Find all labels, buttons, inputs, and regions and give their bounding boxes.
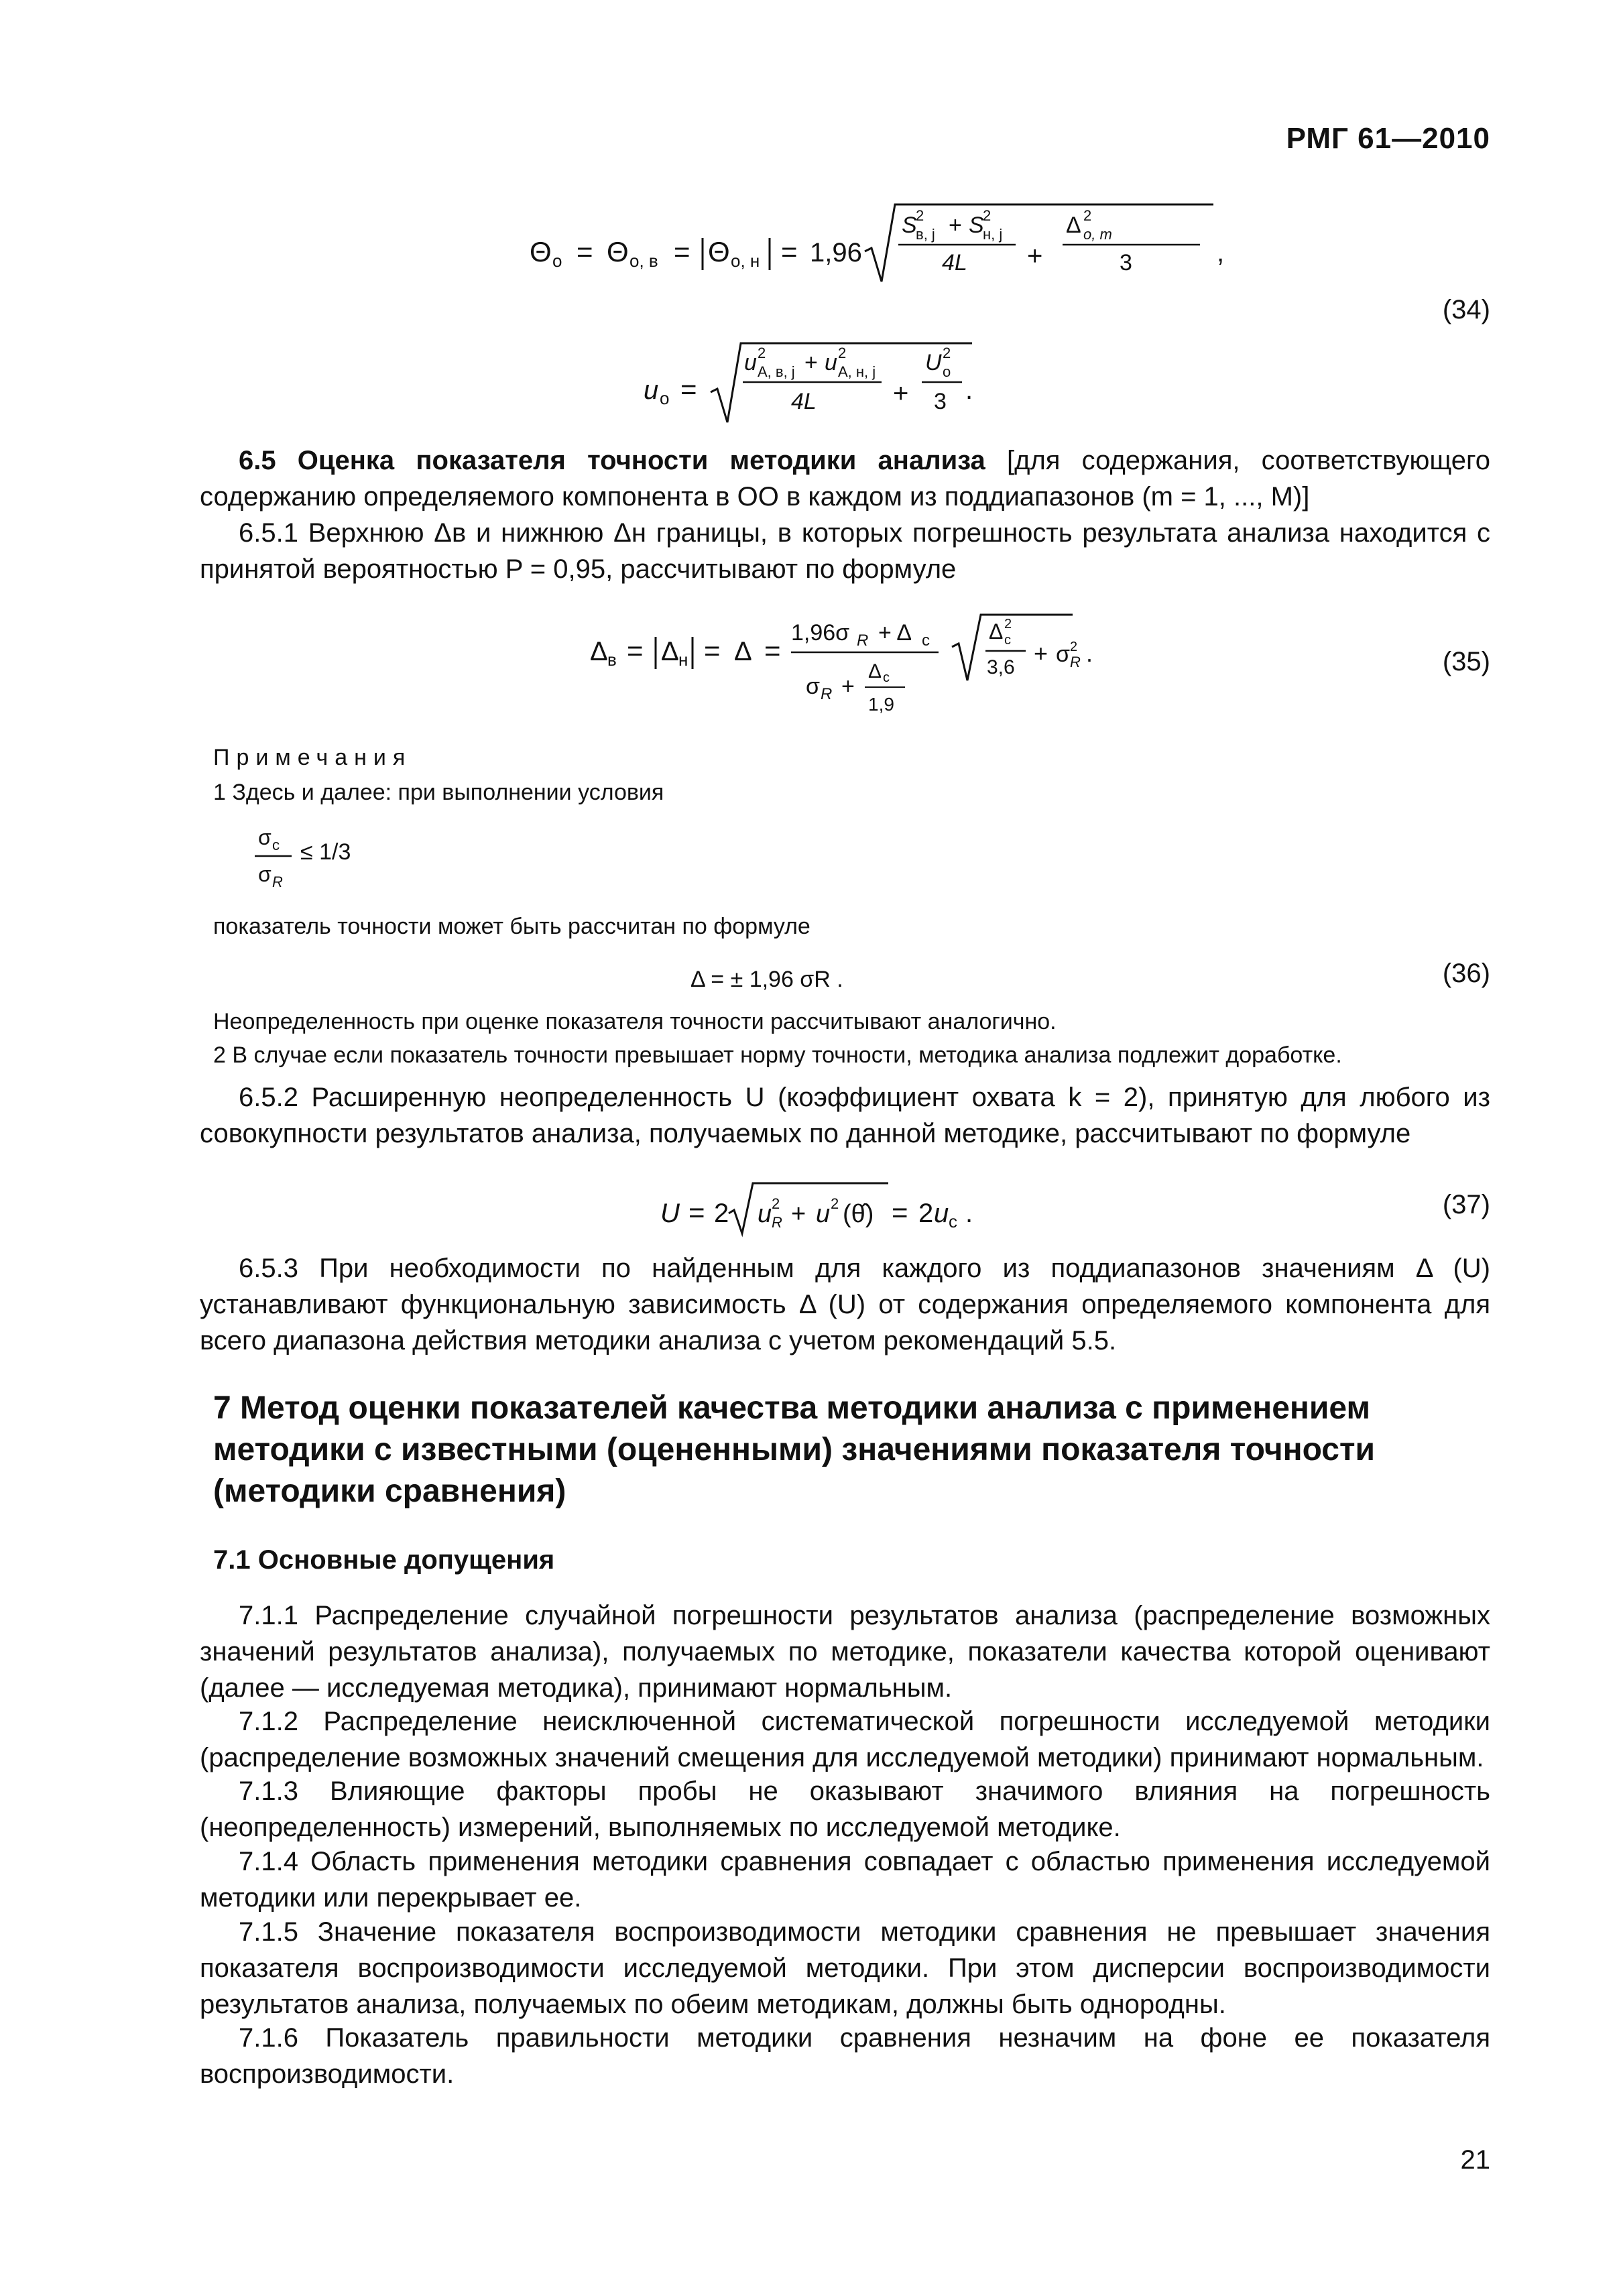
svg-text:о, m: о, m <box>1083 226 1112 243</box>
svg-text:2: 2 <box>983 207 991 224</box>
section-7-heading: 7 Метод оценки показателей качества методики анализа с применением методики с известными (оцененными) значениями показателя точности (методики сравнения) <box>213 1390 1375 1509</box>
svg-text:=: = <box>627 635 644 666</box>
note-1-end: Неопределенность при оценке показателя точности рассчитывают аналогично. <box>213 1009 1057 1034</box>
paragraph-7-1-6-text: 7.1.6 Показатель правильности методики сравнения незначим на фоне ее показателя воспроизводимости. <box>200 2023 1490 2089</box>
paragraph-7-1-3 <box>200 1773 1490 1846</box>
svg-text:с: с <box>272 837 280 853</box>
svg-text:u: u <box>744 350 757 375</box>
paragraph-6-5-1 <box>200 515 1490 587</box>
paragraph-7-1-3-text: 7.1.3 Влияющие факторы пробы не оказывают значимого влияния на погрешность (неопределенность) измерений, выполняемых по исследуемой методике. <box>200 1776 1490 1842</box>
svg-text:3: 3 <box>1120 250 1132 276</box>
svg-text:Δ: Δ <box>734 637 752 666</box>
section-6-5-text: [для содержания, соответствующего содержанию определяемого компонента в ОО в каждом из поддиапазонов (m = 1, ..., M)] <box>200 446 1490 511</box>
svg-text:Θ: Θ <box>607 236 629 267</box>
svg-text:2: 2 <box>838 345 847 361</box>
svg-text:А, в, j: А, в, j <box>758 363 795 380</box>
svg-text:в, j: в, j <box>916 226 935 243</box>
svg-text:+ Δ: + Δ <box>878 620 912 646</box>
svg-text:σ: σ <box>258 862 272 886</box>
svg-text:.: . <box>965 1199 973 1228</box>
svg-text:2: 2 <box>758 345 766 361</box>
svg-text:Δ: Δ <box>868 660 882 682</box>
svg-text:Δ: Δ <box>1066 213 1081 238</box>
svg-text:Δ: Δ <box>590 637 608 666</box>
svg-text:=: = <box>674 236 690 267</box>
svg-text:U: U <box>660 1199 680 1228</box>
svg-text:+: + <box>804 350 818 375</box>
svg-text:+: + <box>893 379 909 408</box>
paragraph-7-1-4 <box>200 1844 1490 1916</box>
svg-text:2: 2 <box>1004 617 1012 631</box>
svg-text:с: с <box>922 631 930 650</box>
notes-title: Примечания <box>213 745 412 770</box>
equation-34-theta <box>530 198 1225 292</box>
svg-text:+: + <box>791 1200 806 1228</box>
paragraph-7-1-4-text: 7.1.4 Область применения методики сравнения совпадает с областью применения исследуемой методики или перекрывает ее. <box>200 1847 1490 1913</box>
section-7-1-heading: 7.1 Основные допущения <box>213 1545 555 1575</box>
equation-36-number: (36) <box>1442 959 1490 988</box>
svg-text:2: 2 <box>772 1195 780 1212</box>
note-1-continued: показатель точности может быть рассчитан по формуле <box>213 914 810 939</box>
svg-text:u: u <box>644 375 659 405</box>
svg-text:о: о <box>943 363 951 380</box>
svg-text:+: + <box>949 213 962 238</box>
svg-text:2: 2 <box>1083 207 1092 224</box>
svg-text:S: S <box>969 213 984 238</box>
svg-text:(θ̂): (θ̂) <box>843 1200 874 1228</box>
svg-text:1,96: 1,96 <box>810 238 862 267</box>
svg-text:u: u <box>825 350 837 375</box>
svg-text:R: R <box>772 1214 782 1231</box>
equation-34-number: (34) <box>1442 295 1490 324</box>
svg-text:А, н, j: А, н, j <box>838 363 876 380</box>
paragraph-7-1-5-text: 7.1.5 Значение показателя воспроизводимости методики сравнения не превышает значения показателя воспроизводимости исследуемой методики. При этом дисперсии воспроизводимости результатов анализа, получаемых по обеим методикам, должны быть однородны. <box>200 1917 1490 2019</box>
svg-text:н, j: н, j <box>983 226 1003 243</box>
svg-text:=: = <box>781 236 798 267</box>
svg-text:Θ: Θ <box>530 236 552 267</box>
svg-text:4L: 4L <box>942 250 967 276</box>
svg-text:3,6: 3,6 <box>987 656 1015 678</box>
svg-text:u: u <box>816 1200 831 1228</box>
svg-text:=: = <box>688 1197 705 1228</box>
svg-text:R: R <box>272 873 283 890</box>
svg-text:=: = <box>764 635 781 666</box>
paragraph-6-5-2-text: 6.5.2 Расширенную неопределенность U (коэффициент охвата k = 2), принятую для любого из совокупности результатов анализа, получаемых по данной методике, рассчитывают по формуле <box>200 1083 1490 1148</box>
svg-text:,: , <box>1217 238 1225 267</box>
svg-text:+: + <box>841 674 855 699</box>
svg-text:.: . <box>965 375 973 405</box>
svg-text:о, в: о, в <box>629 251 658 271</box>
svg-text:о, н: о, н <box>731 251 760 271</box>
svg-text:+: + <box>1027 241 1043 271</box>
equation-34-u <box>644 335 1019 429</box>
svg-text:Δ: Δ <box>661 637 679 666</box>
equation-37 <box>660 1176 996 1244</box>
svg-text:2: 2 <box>1070 640 1078 654</box>
sigma-ratio-rhs: ≤ 1/3 <box>300 839 351 865</box>
equation-35-number: (35) <box>1442 647 1490 676</box>
equation-37-number: (37) <box>1442 1190 1490 1219</box>
svg-text:с: с <box>1004 633 1011 648</box>
svg-text:=: = <box>704 635 721 666</box>
equation-36: Δ = ± 1,96 σR . <box>690 967 843 992</box>
paragraph-7-1-1-text: 7.1.1 Распределение случайной погрешности результатов анализа (распределение возможных значений результатов анализа), получаемых по методике, показатели качества которой оценивают (далее — исследуемая методика), принимают нормальным. <box>200 1601 1490 1703</box>
section-6-5 <box>200 442 1490 515</box>
paragraph-6-5-1-text: 6.5.1 Верхнюю Δв и нижнюю Δн границы, в которых погрешность результата анализа находится с принятой вероятностью P = 0,95, рассчитывают по формуле <box>200 518 1490 584</box>
svg-text:2: 2 <box>831 1195 839 1212</box>
paragraph-6-5-2 <box>200 1079 1490 1152</box>
svg-text:с: с <box>883 670 890 685</box>
note-1: 1 Здесь и далее: при выполнении условия <box>213 780 664 805</box>
svg-text:σ: σ <box>1056 642 1070 667</box>
svg-text:3: 3 <box>934 389 947 414</box>
svg-text:н: н <box>678 650 688 670</box>
svg-text:в: в <box>607 650 617 670</box>
section-6-5-title: 6.5 Оценка показателя точности методики анализа <box>239 446 985 475</box>
page-number: 21 <box>1460 2145 1490 2175</box>
document-header: РМГ 61—2010 <box>1286 122 1490 155</box>
svg-text:=: = <box>577 236 593 267</box>
paragraph-6-5-3-text: 6.5.3 При необходимости по найденным для каждого из поддиапазонов значениям Δ (U) устанавливают функциональную зависимость Δ (U) от содержания определяемого компонента для всего диапазона действия методики анализа с учетом рекомендаций 5.5. <box>200 1254 1490 1355</box>
svg-text:о: о <box>660 388 670 408</box>
svg-text:Θ: Θ <box>708 236 730 267</box>
svg-text:1,96σ: 1,96σ <box>791 620 850 646</box>
svg-text:2: 2 <box>918 1199 934 1228</box>
svg-text:R: R <box>821 685 833 703</box>
svg-text:u: u <box>934 1199 949 1228</box>
svg-text:=: = <box>892 1197 908 1228</box>
svg-text:2: 2 <box>916 207 924 224</box>
svg-text:Δ: Δ <box>989 619 1004 644</box>
paragraph-7-1-5 <box>200 1914 1490 2022</box>
svg-text:R: R <box>857 631 869 650</box>
svg-text:1,9: 1,9 <box>868 694 894 715</box>
svg-text:σ: σ <box>258 825 272 849</box>
svg-text:2: 2 <box>943 345 951 361</box>
svg-text:=: = <box>680 373 697 405</box>
svg-text:R: R <box>1070 654 1081 670</box>
svg-text:u: u <box>758 1200 772 1228</box>
paragraph-7-1-2-text: 7.1.2 Распределение неисключенной систематической погрешности исследуемой методики (распределение возможных значений смещения для исследуемой методики) принимают нормальным. <box>200 1707 1490 1772</box>
svg-text:U: U <box>925 350 942 375</box>
svg-text:+: + <box>1034 640 1048 667</box>
paragraph-7-1-1 <box>200 1597 1490 1706</box>
svg-text:4L: 4L <box>791 389 817 414</box>
paragraph-6-5-3 <box>200 1250 1490 1359</box>
svg-text:о: о <box>552 251 562 271</box>
svg-text:2: 2 <box>714 1199 729 1228</box>
svg-text:с: с <box>949 1211 957 1231</box>
note-2: 2 В случае если показатель точности превышает норму точности, методика анализа подлежит доработке. <box>213 1042 1342 1068</box>
svg-text:S: S <box>902 213 917 238</box>
paragraph-7-1-2 <box>200 1703 1490 1776</box>
equation-35 <box>590 607 1140 721</box>
paragraph-7-1-6 <box>200 2020 1490 2092</box>
svg-text:σ: σ <box>806 674 820 699</box>
svg-text:.: . <box>1086 640 1093 667</box>
